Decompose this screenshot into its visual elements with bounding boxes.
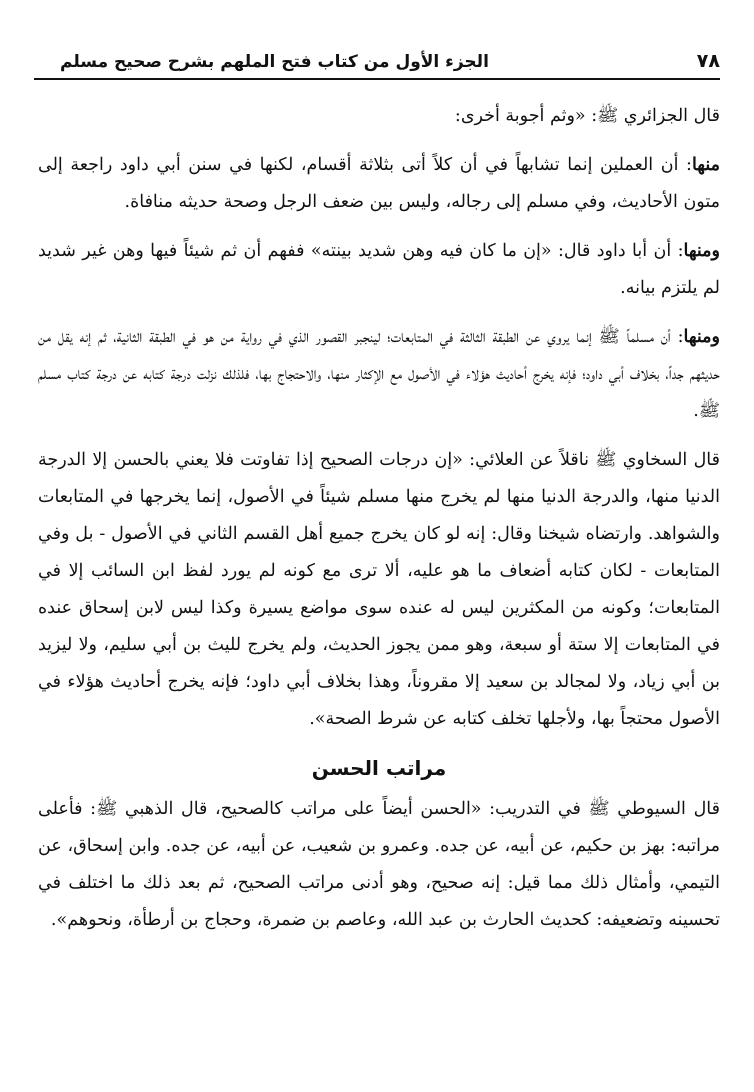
section-heading: مراتب الحسن (311, 756, 447, 780)
paragraph-answer-1 (38, 147, 720, 221)
paragraph-jazairi-intro (38, 98, 720, 135)
paragraph-suyuti-quote (38, 791, 720, 939)
paragraph-text: قال الجزائري ﷺ: «وثم أجوبة أخرى: (454, 106, 720, 126)
paragraph-answer-3 (38, 319, 720, 430)
header-title: الجزء الأول من كتاب فتح الملهم بشرح صحيح مسلم (60, 52, 489, 72)
paragraph-text: قال السيوطي ﷺ في التدريب: «الحسن أيضاً على مراتب كالصحيح، قال الذهبي ﷺ: فأعلى مراتبه: بهز بن حكيم، عن أبيه، عن جده. وعمرو بن شعيب، عن أبيه، عن جده. وابن إسحاق، عن التيمي، وأمثال ذلك مما قيل: إنه صحيح، وهو أدنى مراتب الصحيح، ثم بعد ذلك ما اختلف في تحسينه وتضعيفه: كحديث الحارث بن عبد الله، وعاصم بن ضمرة، وحجاج بن أرطأة، ونحوهم». (38, 799, 720, 930)
paragraph-lead: منها (691, 155, 720, 175)
paragraph-lead: ومنها (683, 327, 720, 347)
paragraph-text: قال السخاوي ﷺ ناقلاً عن العلائي: «إن درجات الصحيح إذا تفاوتت فلا يعني بالحسن إلا الدرجة الدنيا منها، والدرجة الدنيا منها لم يخرج منها مسلم شيئاً في الأصول، إنما يخرجها في المتابعات والشواهد. وارتضاه شيخنا وقال: إنه لو كان يخرج جميع أهل القسم الثاني في الأصول - بل وفي المتابعات - لكان كتابه أضعاف ما هو عليه، ألا ترى مع كونه لم يورد لفظ ابن السائب إلا في المتابعات؛ وكونه من المكثرين ليس له عنده سوى مواضع يسيرة وكذا ليس لابن إسحاق عنده في المتابعات إلا ستة أو سبعة، وهو ممن يجوز الحديث، ولم يخرج لليث بن أبي سليم، ولا ليزيد بن أبي زياد، ولا لمجالد بن سعيد إلا مقروناً، وهذا بخلاف أبي داود؛ فإنه يخرج أحاديث هؤلاء في الأصول محتجاً بها، ولأجلها تخلف كتابه عن شرط الصحة». (38, 450, 721, 729)
page-number: ٧٨ (696, 50, 720, 72)
paragraph-answer-2 (38, 233, 720, 307)
paragraph-text: : أن العملين إنما تشابهاً في أن كلاً أتى بثلاثة أقسام، لكنها في سنن أبي داود راجعة إلى متون الأحاديث، وفي مسلم إلى رجاله، وليس بين ضعف الرجل وصحة حديثه منافاة. (38, 155, 720, 212)
running-header (34, 44, 720, 80)
paragraph-sakhawi-quote (38, 442, 720, 738)
paragraph-text: : أن مسلماً ﷺ إنما يروي عن الطبقة الثالثة في المتابعات؛ لينجبر القصور الذي في رواية من هو في الطبقة الثانية، ثم إنه يقل من حديثهم جداً، بخلاف أبي داود؛ فإنه يخرج أحاديث هؤلاء في الأصول مع الإكثار منها، والاحتجاج بها، فلذلك نزلت درجة كتابه عن درجة كتاب مسلم ﷺ. (38, 327, 720, 421)
paragraph-lead: ومنها (683, 241, 720, 261)
page-body (38, 98, 720, 951)
paragraph-text: : أن أبا داود قال: «إن ما كان فيه وهن شديد بينته» ففهم أن ثم شيئاً فيها وهن غير شديد لم يلتزم بيانه. (38, 241, 720, 298)
